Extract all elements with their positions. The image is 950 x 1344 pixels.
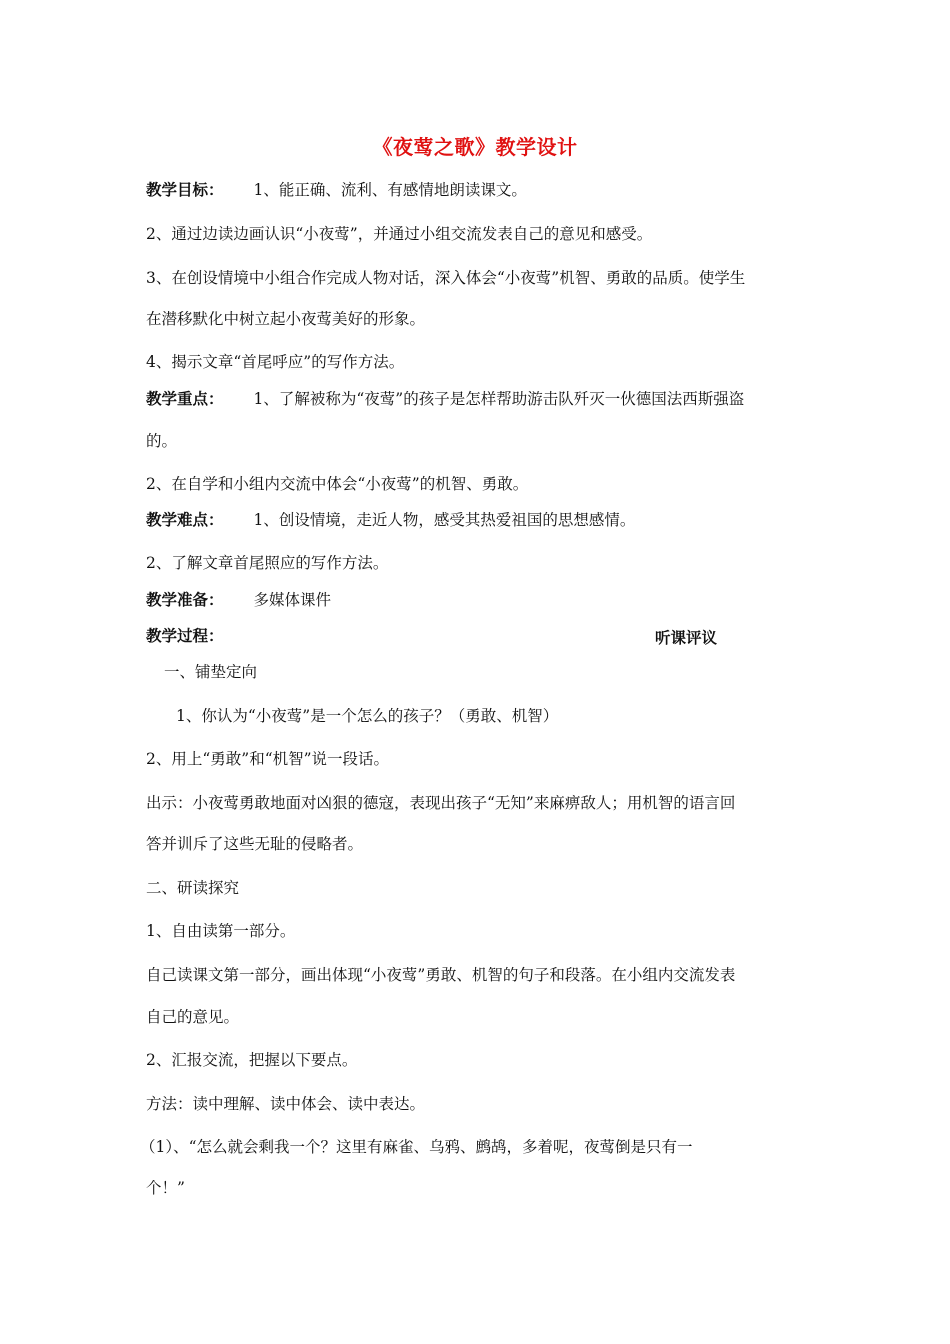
- process-line: 2、用上“勇敢”和“机智”说一段话。: [146, 750, 390, 768]
- objective-item: 1、能正确、流利、有感情地朗读课文。: [253, 181, 527, 199]
- process-line: 个！”: [146, 1179, 185, 1197]
- key-points-label: 教学重点：: [146, 390, 224, 408]
- lecture-comment-label: 听课评议: [655, 629, 718, 647]
- preparation-line: [146, 590, 331, 610]
- preparation-label: 教学准备：: [146, 591, 224, 609]
- difficulty-item: 2、了解文章首尾照应的写作方法。: [146, 554, 389, 572]
- section-heading: 二、研读探究: [146, 879, 240, 897]
- difficulty-item: 1、创设情境，走近人物，感受其热爱祖国的思想感情。: [253, 511, 636, 529]
- objectives-label: 教学目标：: [146, 181, 224, 199]
- key-points-line-1: [146, 389, 744, 409]
- preparation-value: 多媒体课件: [253, 591, 332, 609]
- process-line: 自己读课文第一部分，画出体现“小夜莺”勇敢、机智的句子和段落。在小组内交流发表: [146, 966, 736, 984]
- key-point-item: 1、了解被称为“夜莺”的孩子是怎样帮助游击队歼灭一伙德国法西斯强盗: [253, 390, 745, 408]
- process-line: 方法：读中理解、读中体会、读中表达。: [146, 1095, 426, 1113]
- key-point-item: 的。: [146, 432, 178, 450]
- process-line: 1、自由读第一部分。: [146, 922, 296, 940]
- difficulties-label: 教学难点：: [146, 511, 224, 529]
- process-label: 教学过程：: [146, 627, 224, 645]
- objective-item: 2、通过边读边画认识“小夜莺”，并通过小组交流发表自己的意见和感受。: [146, 225, 653, 243]
- process-line: 1、你认为“小夜莺”是一个怎么的孩子？（勇敢、机智）: [176, 707, 559, 725]
- process-line: 答并训斥了这些无耻的侵略者。: [146, 835, 364, 853]
- process-line: 2、汇报交流，把握以下要点。: [146, 1051, 358, 1069]
- objective-item: 3、在创设情境中小组合作完成人物对话，深入体会“小夜莺”机智、勇敢的品质。使学生: [146, 269, 746, 287]
- objective-item: 在潜移默化中树立起小夜莺美好的形象。: [146, 310, 426, 328]
- difficulties-line-1: [146, 510, 635, 530]
- process-line: 出示：小夜莺勇敢地面对凶狠的德寇，表现出孩子“无知”来麻痹敌人；用机智的语言回: [146, 794, 736, 812]
- objective-item: 4、揭示文章“首尾呼应”的写作方法。: [146, 353, 405, 371]
- section-heading: 一、铺垫定向: [164, 663, 258, 681]
- document-title: 《夜莺之歌》教学设计: [372, 135, 578, 159]
- process-line: （1）、“怎么就会剩我一个？这里有麻雀、乌鸦、鹧鸪，多着呢，夜莺倒是只有一: [140, 1138, 693, 1156]
- process-line: 自己的意见。: [146, 1008, 240, 1026]
- key-point-item: 2、在自学和小组内交流中体会“小夜莺”的机智、勇敢。: [146, 475, 529, 493]
- objectives-line-1: [146, 180, 527, 200]
